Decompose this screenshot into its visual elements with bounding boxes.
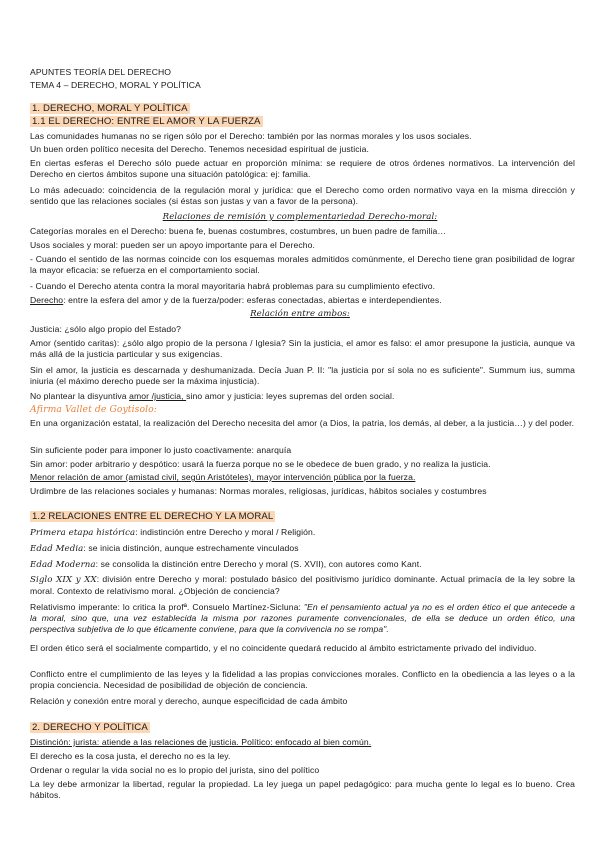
paragraph: Edad Media: se inicia distinción, aunque estrechamente vinculados [30,543,299,554]
section-1-2-heading: 1.2 RELACIONES ENTRE EL DERECHO Y LA MORAL [32,511,274,522]
paragraph: Sin amor: poder arbitrario y despótico: usará la fuerza porque no se le obedece de buen grado, y no realiza la justicia. [30,459,491,469]
paragraph: Sin suficiente poder para imponer lo justo coactivamente: anarquía [30,445,292,455]
paragraph: Menor relación de amor (amistad civil, según Aristóteles), mayor intervención pública por la fuerza. [30,472,416,482]
paragraph: Categorías morales en el Derecho: buena fe, buenas costumbres, costumbres, un buen padre de familia… [30,226,447,236]
paragraph: Lo más adecuado: coincidencia de la regulación moral y jurídica: que el Derecho como orden normativo vaya en la misma dirección y sentido que las relaciones sociales (si éstas son justas y van a favor de la persona). [30,185,575,206]
paragraph: Usos sociales y moral: pueden ser un apoyo importante para el Derecho. [30,240,316,250]
doc-subtitle: TEMA 4 – DERECHO, MORAL Y POLÍTICA [30,80,201,90]
paragraph: Conflicto entre el cumplimiento de las leyes y la fidelidad a las propias convicciones morales. Conflicto en la obediencia a las leyes o a la propia conciencia. Necesidad de posibilidad de objeción de conciencia. [30,669,575,690]
paragraph: Justicia: ¿sólo algo propio del Estado? [30,324,182,334]
paragraph: - Cuando el Derecho atenta contra la moral mayoritaria habrá problemas para su cumplimiento efectivo. [30,281,436,291]
paragraph: No plantear la disyuntiva amor /justicia, sino amor y justicia: leyes supremas del orden social. [30,391,395,401]
paragraph: El orden ético será el socialmente compartido, y el no coincidente quedará reducido al ámbito estrictamente privado del individuo. [30,643,537,653]
paragraph: La ley debe armonizar la libertad, regular la propiedad. La ley juega un papel pedagógico: para mucha gente lo legal es lo bueno. Crea hábitos. [30,779,575,800]
section-2-heading: 2. DERECHO Y POLÍTICA [32,722,148,733]
paragraph: Primera etapa histórica: indistinción entre Derecho y moral / Religión. [30,527,316,538]
paragraph: Distinción: jurista: atiende a las relaciones de justicia. Político: enfocado al bien común. [30,737,372,747]
author-quote-label: Afirma Vallet de Goytisolo: [30,404,157,415]
doc-title: APUNTES TEORÍA DEL DERECHO [30,67,172,77]
subsection-title: Relación entre ambos: [250,309,350,319]
section-1-heading: 1. DERECHO, MORAL Y POLÍTICA [32,103,188,114]
paragraph: Relación y conexión entre moral y derecho, aunque especificidad de cada ámbito [30,696,348,706]
paragraph: Las comunidades humanas no se rigen sólo por el Derecho: también por las normas morales y los usos sociales. [30,131,472,141]
paragraph: Un buen orden político necesita del Derecho. Tenemos necesidad espiritual de justicia. [30,144,370,154]
paragraph: Derecho: entre la esfera del amor y de la fuerza/poder: esferas conectadas, abiertas e interdependientes. [30,295,442,305]
paragraph: Sin el amor, la justicia es descarnada y deshumanizada. Decía Juan P. II: "la justicia por sí sola no es suficiente". Summum ius, summa iniuria (el máximo derecho puede ser la máxima injusticia). [30,365,575,386]
paragraph: El derecho es la cosa justa, el derecho no es la ley. [30,751,231,761]
subsection-title: Relaciones de remisión y complementariedad Derecho-moral: [162,212,438,222]
paragraph: Edad Moderna: se consolida la distinción entre Derecho y moral (S. XVII), con autores como Kant. [30,559,422,570]
paragraph: Ordenar o regular la vida social no es lo propio del jurista, sino del político [30,765,320,775]
paragraph: Relativismo imperante: lo critica la profª. Consuelo Martínez-Sicluna: "En el pensamiento actual ya no es el orden ético el que antecede a la moral, sino que, una vez establecida la misma por razones puramente convencionales, de ella se deduce un orden ético, una perspectiva subjetiva de lo que éticamente conviene, para que la convivencia no se rompa". [30,602,575,634]
paragraph: En una organización estatal, la realización del Derecho necesita del amor (a Dios, la patria, los demás, al deber, a la justicia…) y del poder. [30,418,575,428]
paragraph: En ciertas esferas el Derecho sólo puede actuar en proporción mínima: se requiere de otros órdenes normativos. La intervención del Derecho en ciertos ámbitos supone una situación patológica: ej: familia. [30,158,575,179]
section-1-1-heading: 1.1 EL DERECHO: ENTRE EL AMOR Y LA FUERZA [32,116,261,127]
paragraph: Siglo XIX y XX: división entre Derecho y moral: postulado básico del positivismo jurídico dominante. Actual primacía de la ley sobre la moral. Contexto de relativismo moral. ¿Objeción de conciencia? [30,574,575,596]
paragraph: Urdimbre de las relaciones sociales y humanas: Normas morales, religiosas, jurídicas, hábitos sociales y costumbres [30,486,487,496]
paragraph: - Cuando el sentido de las normas coincide con los esquemas morales admitidos comúnmente, el Derecho tiene gran posibilidad de lograr la mayor eficacia: se refuerza en el comportamiento social. [30,254,575,275]
paragraph: Amor (sentido caritas): ¿sólo algo propio de la persona / Iglesia? Sin la justicia, el amor es falso: el amor presupone la justicia, aunque va más allá de la justicia particular y sus exigencias. [30,338,575,359]
